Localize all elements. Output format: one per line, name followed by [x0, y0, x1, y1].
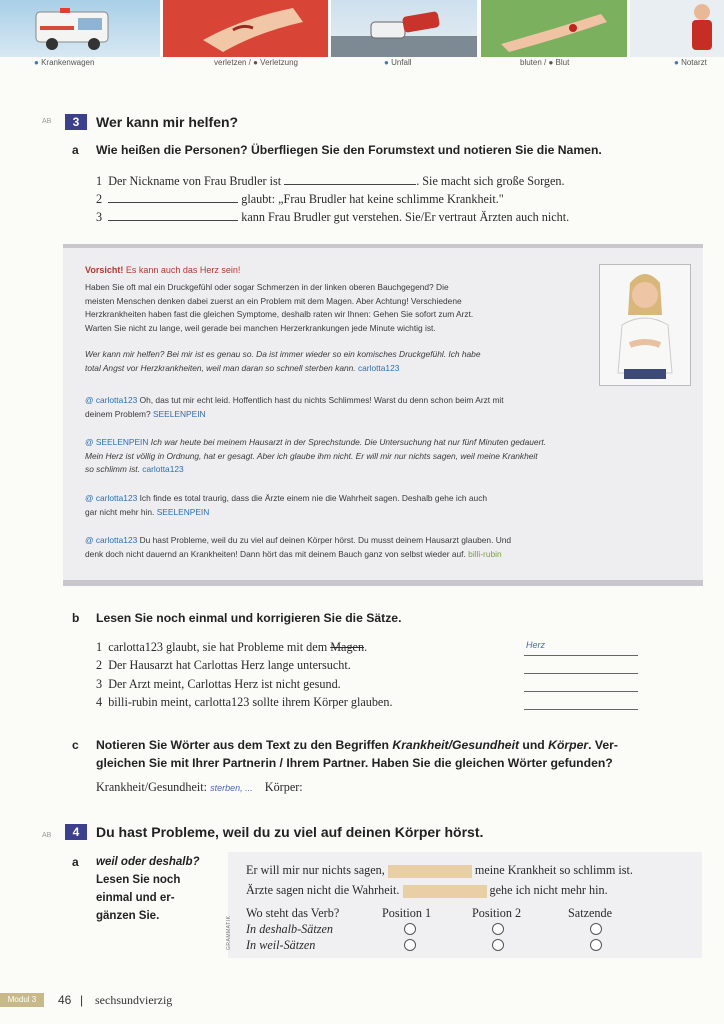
- task-c-answers: Krankheit/Gesundheit: sterben, ... Körper:: [96, 780, 303, 794]
- forum-post-2: @ carlotta123 Oh, das tut mir echt leid. Hoffentlich hast du nichts Schlimmes! Warst du denn schon beim Arzt mit deinem Problem? SEELENPEIN: [85, 395, 504, 419]
- task-b-line-2: 2 Der Hausarzt hat Carlottas Herz lange untersucht.: [96, 658, 351, 672]
- forum-intro: Haben Sie oft mal ein Druckgefühl oder sogar Schmerzen in der linken oberen Bauchgegend? Die meisten Menschen denken dabei zuerst an ein Problem mit dem Magen. Aber Achtung! Verschiedene Herzkrankheiten haben fast die gleichen Symptome, deshalb raten wir Ihnen: Gehen Sie sofort zum Arzt. Warten Sie nicht zu lange, weil gerade bei manchen Herzerkrankungen jede Minute wichtig ist.: [85, 282, 474, 333]
- col-position-1: Position 1: [382, 906, 432, 920]
- answer-line-3[interactable]: [524, 690, 638, 692]
- page-word: sechsundvierzig: [95, 993, 173, 1007]
- task-b-line-3: 3 Der Arzt meint, Carlottas Herz ist nicht gesund.: [96, 677, 341, 691]
- answer-line-4[interactable]: [524, 708, 638, 710]
- task-c-instruction: Notieren Sie Wörter aus dem Text zu den Begriffen Krankheit/Gesundheit und Körper. Ver- gleichen Sie mit Ihrer Partnerin / Ihrem Partner. Haben Sie die gleichen Wörter gefunden?: [96, 738, 618, 770]
- grammar-box: [228, 852, 702, 958]
- forum-post-1: Wer kann mir helfen? Bei mir ist es genau so. Da ist immer wieder so ein komisches Druckgefühl. Ich habe total Angst vor Herzkrankheiten, weil man daran so schnell sterben kann. carlotta123: [85, 349, 481, 373]
- handwritten-answer: Herz: [526, 640, 546, 650]
- caption-notarzt: ● Notarzt: [674, 58, 707, 67]
- answer-blank[interactable]: [284, 172, 416, 185]
- emergency-doctor-image: [630, 0, 724, 57]
- ab-marker: AB: [42, 832, 52, 839]
- task-letter-c: c: [72, 738, 79, 752]
- task-letter-a: a: [72, 855, 79, 869]
- radio-weil-pos1[interactable]: [404, 939, 416, 951]
- forum-post-4: @ carlotta123 Ich finde es total traurig, dass die Ärzte einem nie die Wahrheit sagen. Deshalb gehe ich auch gar nicht mehr hin. SEELENPEIN: [85, 493, 488, 517]
- caption-unfall: ● Unfall: [384, 58, 412, 67]
- radio-deshalb-end[interactable]: [590, 923, 602, 935]
- row-deshalb: In deshalb-Sätzen: [246, 922, 333, 936]
- picture-strip: [0, 0, 724, 72]
- caption-verletzen: verletzen / ● Verletzung: [214, 58, 298, 67]
- handwritten-word: sterben, ...: [210, 783, 253, 793]
- radio-deshalb-pos1[interactable]: [404, 923, 416, 935]
- task-b-line-4: 4 billi-rubin meint, carlotta123 sollte ihrem Körper glauben.: [96, 695, 393, 709]
- task-a-instruction: Wie heißen die Personen? Überfliegen Sie den Forumstext und notieren Sie die Namen.: [96, 143, 602, 157]
- caption-bluten: bluten / ● Blut: [520, 58, 570, 67]
- gap-input[interactable]: [388, 865, 472, 878]
- task-b-instruction: Lesen Sie noch einmal und korrigieren Sie die Sätze.: [96, 611, 402, 625]
- bleeding-image: [481, 0, 627, 57]
- footer-separator: |: [80, 993, 84, 1007]
- gap-input[interactable]: [403, 885, 487, 898]
- grammatik-label: GRAMMATIK: [226, 915, 232, 950]
- ambulance-image: [0, 0, 160, 57]
- answer-line-2[interactable]: [524, 672, 638, 674]
- exercise-title: Wer kann mir helfen?: [96, 114, 239, 130]
- forum-text-box: [63, 244, 703, 586]
- exercise-number: 4: [65, 824, 87, 840]
- answer-blank[interactable]: [108, 208, 238, 221]
- radio-weil-end[interactable]: [590, 939, 602, 951]
- answer-line-1[interactable]: [524, 654, 638, 656]
- verb-question: Wo steht das Verb?: [246, 906, 340, 920]
- exercise-number: 3: [65, 114, 87, 130]
- caption-krankenwagen: ● Krankenwagen: [34, 58, 95, 67]
- exercise-title: Du hast Probleme, weil du zu viel auf deinen Körper hörst.: [96, 824, 484, 840]
- answer-blank[interactable]: [108, 190, 238, 203]
- accident-image: [331, 0, 477, 57]
- forum-post-3: @ SEELENPEIN Ich war heute bei meinem Hausarzt in der Sprechstunde. Die Untersuchung hat nur fünf Minuten gedauert. Mein Herz ist völlig in Ordnung, hat er gesagt. Aber ich glaube ihm nicht. Er will mir nur nichts sagen, weil meine Krankheit so schlimm ist. carlotta123: [85, 437, 547, 474]
- row-weil: In weil-Sätzen: [246, 938, 316, 952]
- task-letter-b: b: [72, 611, 80, 625]
- forum-post-5: @ carlotta123 Du hast Probleme, weil du zu viel auf deinen Körper hörst. Du musst deinem Hausarzt glauben. Und denk doch nicht dauernd an Krankheiten! Dann hört das mit deinem Bauch ganz von selbst wieder auf. billi-rubin: [85, 535, 512, 559]
- task-b-line-1: 1 carlotta123 glaubt, sie hat Probleme mit dem Magen.: [96, 640, 368, 654]
- ab-marker: AB: [42, 118, 52, 125]
- task-4a-instruction: weil oder deshalb? Lesen Sie noch einmal und er- gänzen Sie.: [96, 856, 200, 922]
- injury-image: [163, 0, 328, 57]
- forum-heading: Vorsicht! Es kann auch das Herz sein!: [85, 265, 241, 275]
- sentence-2: Ärzte sagen nicht die Wahrheit. gehe ich nicht mehr hin.: [246, 883, 608, 897]
- radio-weil-pos2[interactable]: [492, 939, 504, 951]
- page-number: 46: [58, 993, 72, 1007]
- col-satzende: Satzende: [568, 906, 612, 920]
- task-a-line-2: 2 glaubt: „Frau Brudler hat keine schlimme Krankheit.": [96, 192, 504, 206]
- radio-deshalb-pos2[interactable]: [492, 923, 504, 935]
- task-a-line-3: 3 kann Frau Brudler gut verstehen. Sie/Er vertraut Ärzten auch nicht.: [96, 210, 570, 224]
- task-letter-a: a: [72, 143, 79, 157]
- col-position-2: Position 2: [472, 906, 522, 920]
- task-a-line-1: 1 Der Nickname von Frau Brudler ist . Sie macht sich große Sorgen.: [96, 174, 565, 188]
- sentence-1: Er will mir nur nichts sagen, meine Krankheit so schlimm ist.: [246, 863, 633, 877]
- modul-tab: Modul 3: [0, 993, 44, 1007]
